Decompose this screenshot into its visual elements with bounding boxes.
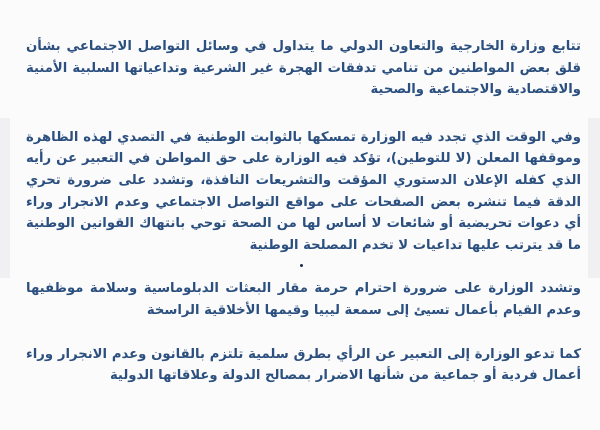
paragraph-diplomatic-missions: وتشدد الوزارة على ضرورة احترام حرمة مقار البعثات الدبلوماسية وسلامة موظفيها وعدم القيام بأعمال تسيئ إلى سمعة ليبيا وقيمها الأخلاقية الراسخة <box>26 281 581 318</box>
cursor-dot <box>300 264 303 267</box>
paragraph-migration-concerns: تتابع وزارة الخارجية والتعاون الدولي ما يتداول في وسائل التواصل الاجتماعي بشأن قلق بعض المواطنين من تنامي تدفقات الهجرة غير الشرعية وتداعياتها السلبية الأمنية والاقتصادية والاجتماعية والصحية <box>26 39 581 98</box>
right-edge-shade <box>588 118 600 278</box>
paragraph-peaceful-expression: كما تدعو الوزارة إلى التعبير عن الرأي بطرق سلمية تلتزم بالقانون وعدم الانجرار وراء أعمال فردية أو جماعية من شأنها الاضرار بمصالح الدولة وعلاقاتها الدولية <box>26 346 581 384</box>
paragraph-national-stance: وفي الوقت الذي تجدد فيه الوزارة تمسكها بالثوابت الوطنية في التصدي لهذه الظاهرة وموقفها المعلن (لا للتوطين)، تؤكد فيه الوزارة على حق المواطن في التعبير عن رأيه الذي كفله الإعلان الدستوري المؤقت والتشريعات النافذة، وتشدد على ضرورة تحري الدقة فيما تنشره بعض الصفحات على مواقع التواصل الاجتماعي وعدم الانجرار وراء أي دعوات تحريضية أو شائعات لا أساس لها من الصحة توحي بانتهاك القوانين الوطنية ما قد يترتب عليها تداعيات لا تخدم المصلحة الوطنية <box>26 129 581 253</box>
statement-body <box>26 36 581 387</box>
left-edge-shade <box>0 118 10 278</box>
